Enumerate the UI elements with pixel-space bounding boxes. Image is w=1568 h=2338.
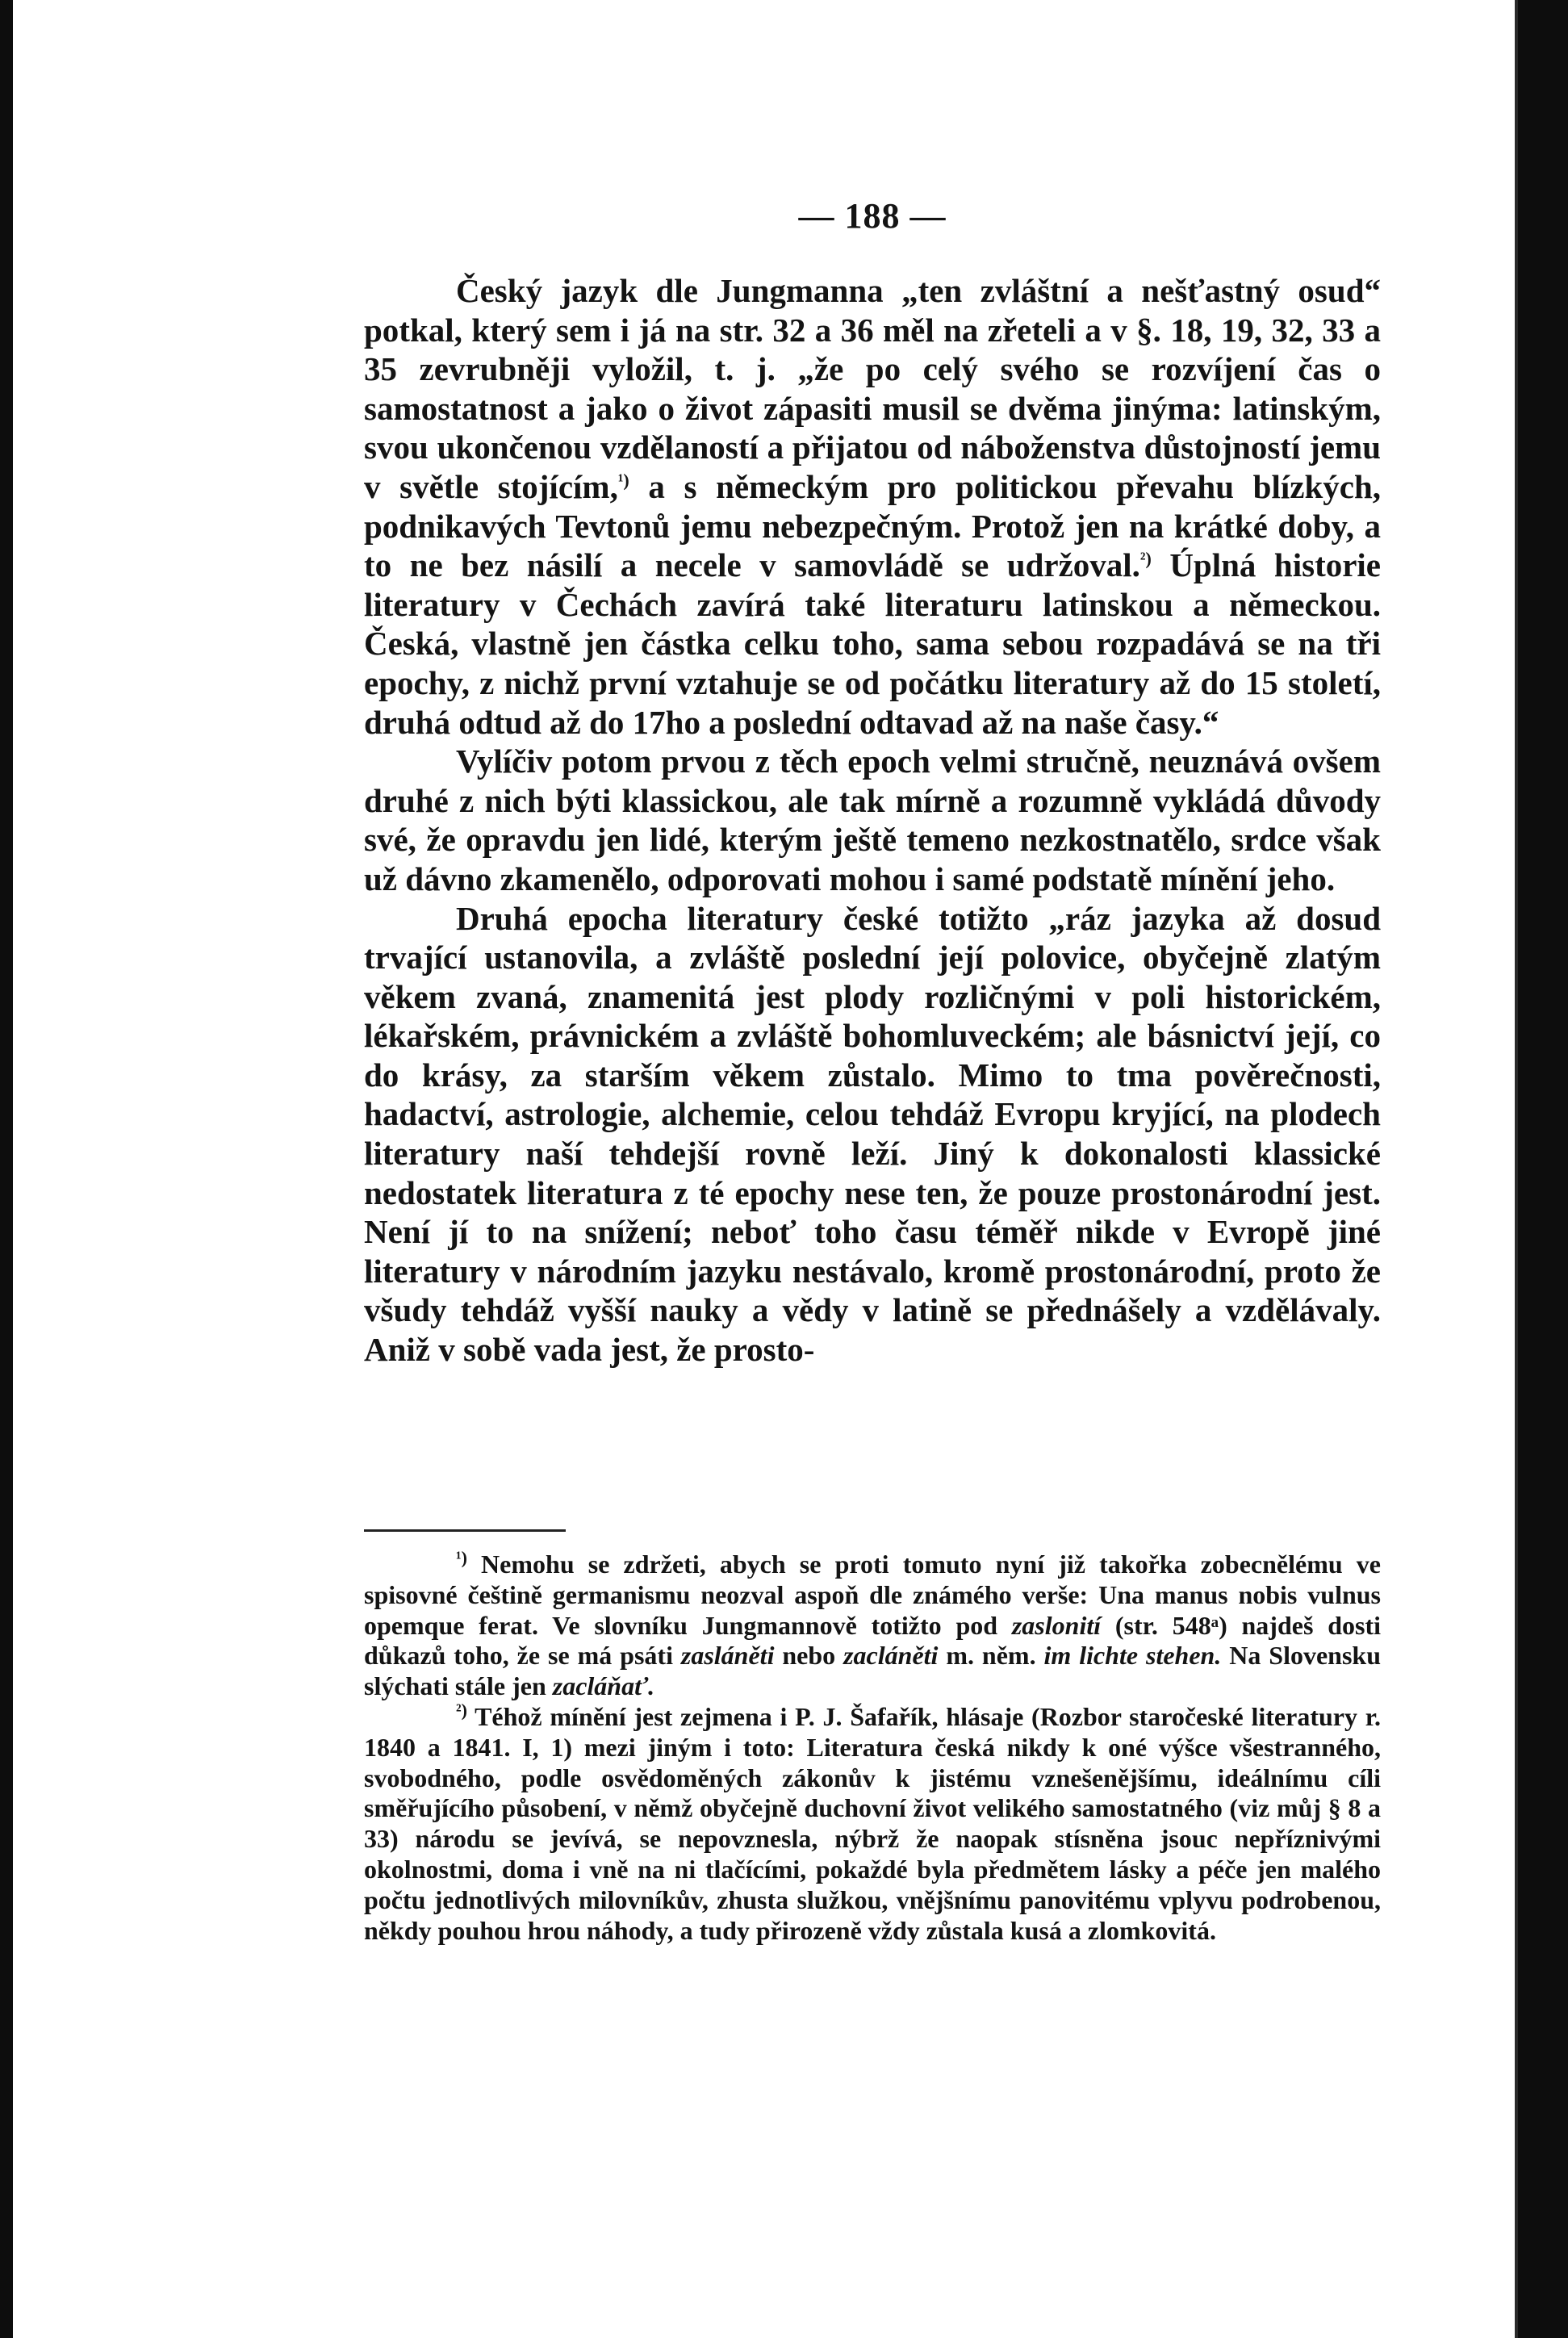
footnote-2-mark: ²) bbox=[456, 1700, 467, 1721]
footnote-1-mark: ¹) bbox=[456, 1547, 467, 1568]
footnote-1-text: Nemohu se zdržeti, abych se proti tomuto nyní již takořka zobecnělému ve spisovné češtině germanismu neozval aspoň dle známého verše: Una manus nobis vulnus opemque ferat. Ve slovníku Jungmannově totižto pod bbox=[364, 1550, 1381, 1640]
footnote-ref-2: ²) bbox=[1139, 548, 1152, 569]
footnote-1-term-slovak: zacláňať. bbox=[552, 1671, 655, 1701]
paragraph-1-text-a: Český jazyk dle Jungmanna „ten zvláštní a nešťastný osud“ potkal, který sem i já na str. 32 a 36 měl na zřeteli a v §. 18, 19, 32, 33 a 35 zevrubněji vyložil, t. j. „že po celý svého se rozvíjení čas o samostatnost a jako o život zápasiti musil se dvěma jinýma: latinským, svou ukončenou vzdělaností a přijatou od náboženstva důstojností jemu v světle stojícím, bbox=[364, 272, 1381, 505]
paragraph-1-text-c: Úplná historie literatury v Čechách zavírá také literaturu latinskou a německou. Česká, vlastně jen částka celku toho, sama sebou rozpadává se na tři epochy, z nichž první vztahuje se od počátku literatury až do 15 století, druhá odtud až do 17ho a poslední odtavad až na naše časy.“ bbox=[364, 546, 1382, 741]
footnote-2-text: Téhož mínění jest zejmena i P. J. Šafařík, hlásaje (Rozbor staročeské literatury r. 1840 a 1841. I, 1) mezi jiným i toto: Literatura česká nikdy k oné výšce všestranného, svobodného, podle osvědoměných zákonův k jistému vznešenějšímu, ideálnímu cíli směřujícího působení, v němž obyčejně duchovní život velikého samostatného (viz můj § 8 a 33) národu se jevívá, se nepovznesla, nýbrž že naopak stísněna jsouc nepříznivými okolnostmi, doma i vně na ni tlačícími, pokaždé byla předmětem lásky a péče jen malého počtu jednotlivých milovníkův, zhusta služkou, vnějšnímu panovitému vplyvu podrobenou, někdy pouhou hrou náhody, a tudy přirozeně vždy zůstala kusá a zlomkovitá. bbox=[364, 1701, 1381, 1945]
scan-edge-line bbox=[1515, 0, 1518, 2338]
paragraph-1 bbox=[364, 271, 1381, 742]
footnote-1-term-zasloniti: zaslonití bbox=[1011, 1610, 1102, 1640]
footnote-1-term-zclaneti: zacláněti bbox=[843, 1641, 939, 1671]
footnote-1-text: m. něm. bbox=[938, 1641, 1044, 1671]
footnote-2 bbox=[364, 1702, 1381, 1946]
footnotes bbox=[364, 1547, 1382, 1946]
footnote-1-term-zaslaneti: zasláněti bbox=[680, 1641, 775, 1671]
paragraph-1-text-b: a s německým pro politickou převahu blízkých, podnikavých Tevtonů jemu nebezpečným. Protož jen na krátké doby, a to ne bez násilí a necele v samovládě se udržoval. bbox=[364, 467, 1381, 584]
footnote-1 bbox=[364, 1547, 1382, 1702]
scan-border-left bbox=[0, 0, 13, 2338]
footnote-1-text: (str. 548ᵃ) najdeš dosti důkazů toho, že se má psáti bbox=[364, 1610, 1382, 1671]
book-page bbox=[364, 0, 1381, 2338]
footnote-1-text: Na Slovensku slýchati stále jen bbox=[364, 1641, 1382, 1701]
scan-border-right bbox=[1518, 0, 1568, 2338]
page-number: — 188 — bbox=[798, 196, 947, 236]
footnote-separator bbox=[364, 1529, 566, 1532]
main-text bbox=[364, 271, 1381, 1370]
footnote-ref-1: ¹) bbox=[617, 470, 629, 491]
paragraph-3: Druhá epocha literatury české totižto „ráz jazyka až dosud trvající ustanovila, a zvláště poslední její polovice, obyčejně zlatým věkem zvaná, znamenitá jest plody rozličnými v poli historickém, lékařském, právnickém a zvláště bohomluveckém; ale básnictví její, co do krásy, za starším věkem zůstalo. Mimo to tma pověrečnosti, hadactví, astrologie, alchemie, celou tehdáž Evropu kryjící, na plodech literatury naší tehdejší rovně leží. Jiný k dokonalosti klassické nedostatek literatura z té epochy nese ten, že pouze prostonárodní jest. Není jí to na snížení; neboť toho času téměř nikde v Evropě jiné literatury v národním jazyku nestávalo, kromě prostonárodní, proto že všudy tehdáž vyšší nauky a vědy v latině se přednášely a vzdělávaly. Aniž v sobě vada jest, že prosto- bbox=[364, 899, 1381, 1369]
footnote-1-term-german: im lichte stehen. bbox=[1043, 1641, 1222, 1671]
footnote-1-text: nebo bbox=[774, 1641, 844, 1671]
paragraph-2: Vylíčiv potom prvou z těch epoch velmi stručně, neuznává ovšem druhé z nich býti klassickou, ale tak mírně a rozumně vykládá důvody své, že opravdu jen lidé, kterým ještě temeno nezkostnatělo, srdce však už dávno zkamenělo, odporovati mohou i samé podstatě mínění jeho. bbox=[364, 742, 1381, 897]
